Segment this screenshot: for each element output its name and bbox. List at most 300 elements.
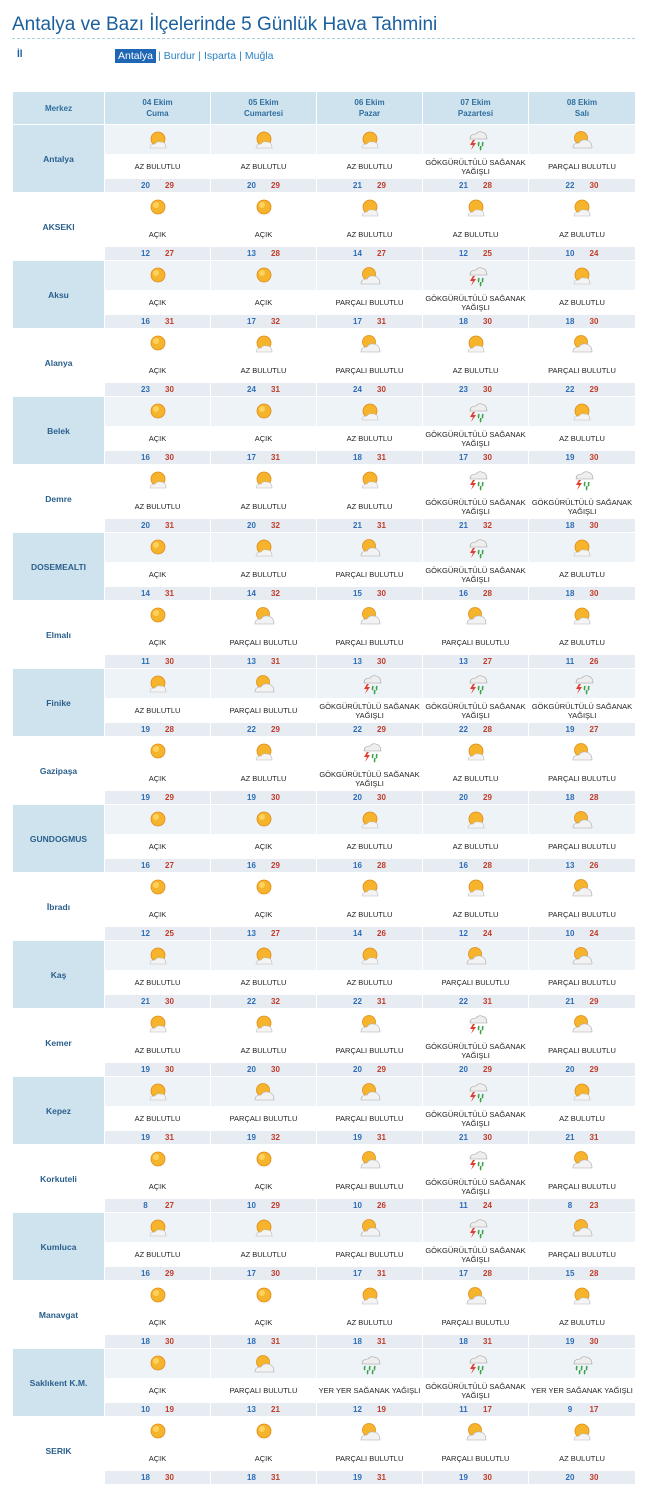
weather-description: AZ BULUTLU [529, 291, 636, 315]
max-temp: 30 [377, 657, 386, 666]
weather-description: AZ BULUTLU [317, 223, 423, 247]
sun-icon [211, 1285, 316, 1307]
min-temp: 18 [247, 1337, 256, 1346]
forecast-row-temps [13, 587, 636, 601]
min-temp: 24 [353, 385, 362, 394]
weather-description: AZ BULUTLU [317, 971, 423, 995]
sun-icon [105, 401, 210, 423]
max-temp: 24 [589, 249, 599, 258]
min-temp: 11 [565, 657, 575, 666]
rain-icon [529, 1353, 635, 1375]
forecast-row-desc [13, 1107, 636, 1131]
max-temp: 31 [377, 453, 386, 462]
forecast-row-desc [13, 223, 636, 247]
temperature-cell [105, 587, 211, 601]
weather-icon-cell [211, 601, 317, 631]
forecast-row-desc [13, 291, 636, 315]
temperature-cell [529, 1335, 636, 1349]
max-temp: 31 [377, 521, 386, 530]
forecast-table [12, 91, 636, 1485]
min-temp: 23 [459, 385, 468, 394]
forecast-row-desc [13, 1379, 636, 1403]
tab-isparta[interactable]: Isparta [204, 50, 237, 62]
weather-icon-cell [317, 873, 423, 903]
weather-icon-cell [317, 125, 423, 155]
min-temp: 18 [565, 793, 575, 802]
temperature-cell [211, 995, 317, 1009]
min-temp: 20 [247, 181, 256, 190]
weather-description: AZ BULUTLU [105, 1039, 211, 1063]
temperature-cell [317, 179, 423, 193]
parcali-bulutlu-icon [529, 741, 635, 763]
temperature-cell [423, 451, 529, 465]
min-temp: 8 [567, 1201, 573, 1210]
weather-description: AZ BULUTLU [211, 563, 317, 587]
city-name: Kemer [13, 1009, 105, 1077]
sun-icon [211, 809, 316, 831]
weather-description: AZ BULUTLU [423, 223, 529, 247]
weather-description: AÇIK [105, 427, 211, 451]
weather-description: PARÇALI BULUTLU [211, 1107, 317, 1131]
max-temp: 30 [589, 453, 599, 462]
max-temp: 31 [165, 1133, 174, 1142]
forecast-row-desc [13, 699, 636, 723]
max-temp: 30 [483, 317, 492, 326]
forecast-row-desc [13, 631, 636, 655]
temperature-cell [529, 383, 636, 397]
weather-icon-cell [529, 737, 636, 767]
temperature-cell [105, 655, 211, 669]
forecast-row-desc [13, 1311, 636, 1335]
max-temp: 29 [483, 793, 492, 802]
weather-description: AZ BULUTLU [317, 155, 423, 179]
az-bulutlu-icon [423, 333, 528, 355]
city-name: İbradı [13, 873, 105, 941]
max-temp: 31 [377, 997, 386, 1006]
weather-description: YER YER SAĞANAK YAĞIŞLI [529, 1379, 636, 1403]
weather-icon-cell [317, 397, 423, 427]
max-temp: 30 [589, 1337, 599, 1346]
weather-icon-cell [211, 1213, 317, 1243]
temperature-cell [105, 247, 211, 261]
temperature-cell [423, 1199, 529, 1213]
weather-icon-cell [211, 941, 317, 971]
forecast-row-temps [13, 1199, 636, 1213]
temperature-cell [211, 655, 317, 669]
min-temp: 10 [565, 929, 575, 938]
max-temp: 27 [165, 249, 174, 258]
weather-description: PARÇALI BULUTLU [211, 631, 317, 655]
day-header [317, 92, 423, 125]
parcali-bulutlu-icon [529, 129, 635, 151]
min-temp: 21 [459, 521, 468, 530]
temperature-cell [317, 1403, 423, 1417]
az-bulutlu-icon [105, 129, 210, 151]
temperature-cell [211, 1335, 317, 1349]
temperature-cell [317, 859, 423, 873]
weather-description: GÖKGÜRÜLTÜLÜ SAĞANAK YAĞIŞLI [423, 1039, 529, 1063]
max-temp: 28 [483, 589, 492, 598]
forecast-row-temps [13, 519, 636, 533]
weather-description: GÖKGÜRÜLTÜLÜ SAĞANAK YAĞIŞLI [423, 495, 529, 519]
city-name: Kumluca [13, 1213, 105, 1281]
weather-description: PARÇALI BULUTLU [529, 971, 636, 995]
min-temp: 22 [353, 725, 362, 734]
temperature-cell [423, 1063, 529, 1077]
sun-icon [105, 537, 210, 559]
max-temp: 30 [165, 1065, 174, 1074]
temperature-cell [423, 247, 529, 261]
min-temp: 19 [141, 1065, 150, 1074]
weather-description: PARÇALI BULUTLU [317, 1175, 423, 1199]
weather-description: PARÇALI BULUTLU [529, 1243, 636, 1267]
min-temp: 20 [353, 793, 362, 802]
weather-icon-cell [211, 1009, 317, 1039]
weather-icon-cell [529, 941, 636, 971]
max-temp: 31 [165, 317, 174, 326]
max-temp: 21 [271, 1405, 280, 1414]
weather-icon-cell [529, 805, 636, 835]
min-temp: 19 [459, 1473, 468, 1482]
city-name: Kepez [13, 1077, 105, 1145]
temperature-cell [529, 247, 636, 261]
tab-antalya[interactable]: Antalya [115, 49, 156, 63]
temperature-cell [529, 1471, 636, 1485]
tab-burdur[interactable]: Burdur [163, 50, 196, 62]
weather-icon-cell [211, 669, 317, 699]
min-temp: 17 [247, 1269, 256, 1278]
forecast-row [13, 533, 636, 563]
min-temp: 17 [247, 317, 256, 326]
az-bulutlu-icon [105, 1217, 210, 1239]
weather-description: AZ BULUTLU [317, 835, 423, 859]
temperature-cell [423, 859, 529, 873]
thunder-rain-icon [423, 129, 528, 151]
max-temp: 29 [271, 861, 280, 870]
weather-icon-cell [317, 1009, 423, 1039]
weather-description: AÇIK [211, 1311, 317, 1335]
max-temp: 26 [589, 657, 599, 666]
min-temp: 23 [141, 385, 150, 394]
max-temp: 32 [271, 997, 280, 1006]
forecast-row-temps [13, 1063, 636, 1077]
weather-description: PARÇALI BULUTLU [529, 1039, 636, 1063]
weather-icon-cell [423, 737, 529, 767]
az-bulutlu-icon [105, 673, 210, 695]
weather-description: AZ BULUTLU [105, 1243, 211, 1267]
az-bulutlu-icon [211, 945, 316, 967]
forecast-row-temps [13, 179, 636, 193]
weather-icon-cell [317, 601, 423, 631]
temperature-cell [423, 723, 529, 737]
max-temp: 24 [589, 929, 599, 938]
temperature-cell [317, 383, 423, 397]
weather-description: AZ BULUTLU [211, 1039, 317, 1063]
weather-description: PARÇALI BULUTLU [317, 563, 423, 587]
weather-description: AÇIK [211, 291, 317, 315]
temperature-cell [317, 791, 423, 805]
max-temp: 28 [589, 793, 599, 802]
min-temp: 22 [459, 997, 468, 1006]
temperature-cell [317, 1131, 423, 1145]
weather-description: AÇIK [105, 835, 211, 859]
sun-icon [105, 1421, 210, 1443]
max-temp: 31 [377, 317, 386, 326]
min-temp: 13 [247, 1405, 256, 1414]
weather-icon-cell [529, 533, 636, 563]
min-temp: 12 [459, 929, 468, 938]
city-name: SERIK [13, 1417, 105, 1485]
max-temp: 30 [165, 453, 174, 462]
weather-description: PARÇALI BULUTLU [317, 291, 423, 315]
weather-description: AÇIK [211, 835, 317, 859]
az-bulutlu-icon [529, 1081, 635, 1103]
min-temp: 14 [353, 929, 362, 938]
temperature-cell [529, 1131, 636, 1145]
min-temp: 19 [565, 725, 575, 734]
thunder-rain-icon [529, 469, 635, 491]
weather-icon-cell [211, 465, 317, 495]
min-temp: 16 [247, 861, 256, 870]
weather-icon-cell [317, 669, 423, 699]
weather-description: AZ BULUTLU [211, 1243, 317, 1267]
min-temp: 21 [565, 1133, 575, 1142]
min-temp: 19 [353, 1133, 362, 1142]
max-temp: 31 [165, 589, 174, 598]
weather-icon-cell [317, 941, 423, 971]
temperature-cell [529, 791, 636, 805]
min-temp: 19 [353, 1473, 362, 1482]
weather-description: PARÇALI BULUTLU [317, 1447, 423, 1471]
city-name: DOSEMEALTI [13, 533, 105, 601]
parcali-bulutlu-icon [423, 1285, 528, 1307]
forecast-row [13, 1145, 636, 1175]
parcali-bulutlu-icon [529, 1149, 635, 1171]
weather-icon-cell [423, 397, 529, 427]
min-temp: 16 [459, 589, 468, 598]
forecast-row-temps [13, 315, 636, 329]
tab-mugla[interactable]: Muğla [244, 50, 274, 62]
max-temp: 23 [589, 1201, 599, 1210]
min-temp: 11 [459, 1201, 468, 1210]
temperature-cell [105, 791, 211, 805]
max-temp: 27 [589, 725, 599, 734]
min-temp: 19 [141, 1133, 150, 1142]
temperature-cell [529, 723, 636, 737]
weather-icon-cell [105, 397, 211, 427]
forecast-row-temps [13, 723, 636, 737]
min-temp: 20 [565, 1473, 575, 1482]
min-temp: 13 [353, 657, 362, 666]
weather-icon-cell [423, 193, 529, 223]
forecast-row [13, 873, 636, 903]
parcali-bulutlu-icon [423, 945, 528, 967]
weather-description: GÖKGÜRÜLTÜLÜ SAĞANAK YAĞIŞLI [423, 1175, 529, 1199]
weather-icon-cell [529, 873, 636, 903]
weather-description: AZ BULUTLU [105, 155, 211, 179]
max-temp: 29 [271, 725, 280, 734]
weather-description: AZ BULUTLU [317, 495, 423, 519]
min-temp: 17 [247, 453, 256, 462]
max-temp: 29 [165, 181, 174, 190]
min-temp: 13 [565, 861, 575, 870]
az-bulutlu-icon [317, 1285, 422, 1307]
weather-icon-cell [211, 873, 317, 903]
weather-icon-cell [529, 669, 636, 699]
weather-description: AZ BULUTLU [423, 767, 529, 791]
temperature-cell [105, 1199, 211, 1213]
az-bulutlu-icon [423, 809, 528, 831]
weather-icon-cell [529, 465, 636, 495]
forecast-row-temps [13, 859, 636, 873]
max-temp: 32 [271, 589, 280, 598]
sun-icon [105, 265, 210, 287]
min-temp: 19 [565, 1337, 575, 1346]
max-temp: 31 [377, 1269, 386, 1278]
temperature-cell [211, 1267, 317, 1281]
forecast-row-desc [13, 835, 636, 859]
max-temp: 31 [589, 1133, 599, 1142]
max-temp: 28 [483, 181, 492, 190]
day-date: 05 Ekim [248, 98, 279, 107]
weather-icon-cell [105, 1009, 211, 1039]
min-temp: 8 [143, 1201, 148, 1210]
temperature-cell [211, 451, 317, 465]
temperature-cell [423, 587, 529, 601]
weather-icon-cell [529, 1009, 636, 1039]
az-bulutlu-icon [105, 469, 210, 491]
max-temp: 30 [165, 657, 174, 666]
max-temp: 24 [483, 929, 492, 938]
city-name: Saklıkent K.M. [13, 1349, 105, 1417]
forecast-row-temps [13, 451, 636, 465]
day-header [211, 92, 317, 125]
tab-separator: | [198, 50, 202, 62]
max-temp: 19 [377, 1405, 386, 1414]
parcali-bulutlu-icon [317, 265, 422, 287]
min-temp: 14 [247, 589, 256, 598]
max-temp: 29 [589, 997, 599, 1006]
max-temp: 32 [483, 521, 492, 530]
weather-description: AÇIK [105, 1379, 211, 1403]
weather-icon-cell [211, 805, 317, 835]
forecast-row [13, 669, 636, 699]
day-date: 04 Ekim [142, 98, 173, 107]
merkez-header: Merkez [13, 92, 105, 125]
min-temp: 16 [141, 453, 150, 462]
az-bulutlu-icon [529, 537, 635, 559]
sun-icon [211, 265, 316, 287]
weather-description: GÖKGÜRÜLTÜLÜ SAĞANAK YAĞIŞLI [317, 767, 423, 791]
az-bulutlu-icon [423, 197, 528, 219]
min-temp: 16 [353, 861, 362, 870]
sun-icon [211, 1421, 316, 1443]
forecast-row [13, 1077, 636, 1107]
temperature-cell [529, 859, 636, 873]
weather-description: PARÇALI BULUTLU [529, 1175, 636, 1199]
sun-icon [211, 401, 316, 423]
sun-icon [211, 197, 316, 219]
weather-description: PARÇALI BULUTLU [211, 1379, 317, 1403]
temperature-cell [211, 247, 317, 261]
max-temp: 32 [271, 317, 280, 326]
weather-icon-cell [317, 1281, 423, 1311]
forecast-row [13, 1009, 636, 1039]
parcali-bulutlu-icon [317, 1149, 422, 1171]
weather-icon-cell [211, 261, 317, 291]
min-temp: 19 [247, 1133, 256, 1142]
parcali-bulutlu-icon [317, 1217, 422, 1239]
min-temp: 18 [565, 521, 575, 530]
temperature-cell [105, 1131, 211, 1145]
temperature-cell [105, 179, 211, 193]
forecast-row-desc [13, 495, 636, 519]
weather-icon-cell [529, 1145, 636, 1175]
weather-icon-cell [105, 533, 211, 563]
temperature-cell [529, 1199, 636, 1213]
temperature-cell [317, 247, 423, 261]
weather-description: AÇIK [211, 223, 317, 247]
min-temp: 20 [141, 181, 150, 190]
sun-icon [105, 1285, 210, 1307]
weather-icon-cell [105, 601, 211, 631]
max-temp: 25 [483, 249, 492, 258]
az-bulutlu-icon [423, 877, 528, 899]
temperature-cell [317, 1471, 423, 1485]
weather-description: AÇIK [105, 1447, 211, 1471]
day-date: 08 Ekim [566, 98, 598, 107]
temperature-cell [423, 519, 529, 533]
weather-icon-cell [529, 1077, 636, 1107]
temperature-cell [529, 655, 636, 669]
city-name: Antalya [13, 125, 105, 193]
city-name: Gazipaşa [13, 737, 105, 805]
weather-description: GÖKGÜRÜLTÜLÜ SAĞANAK YAĞIŞLI [423, 155, 529, 179]
weather-description: PARÇALI BULUTLU [423, 631, 529, 655]
max-temp: 30 [483, 453, 492, 462]
az-bulutlu-icon [529, 1285, 635, 1307]
forecast-row-temps [13, 995, 636, 1009]
min-temp: 20 [247, 1065, 256, 1074]
weather-icon-cell [317, 329, 423, 359]
temperature-cell [529, 179, 636, 193]
weather-icon-cell [317, 1077, 423, 1107]
temperature-cell [317, 1267, 423, 1281]
temperature-cell [211, 1471, 317, 1485]
forecast-row-desc [13, 155, 636, 179]
temperature-cell [105, 1063, 211, 1077]
sun-icon [105, 605, 210, 627]
temperature-cell [317, 1063, 423, 1077]
min-temp: 18 [141, 1337, 150, 1346]
max-temp: 30 [589, 521, 599, 530]
max-temp: 29 [165, 1269, 174, 1278]
weather-icon-cell [529, 601, 636, 631]
min-temp: 13 [247, 249, 256, 258]
weather-icon-cell [423, 1009, 529, 1039]
max-temp: 31 [165, 521, 174, 530]
thunder-rain-icon [423, 1149, 528, 1171]
weather-description: AZ BULUTLU [529, 631, 636, 655]
max-temp: 30 [165, 1337, 174, 1346]
max-temp: 27 [165, 861, 174, 870]
temperature-cell [211, 1199, 317, 1213]
thunder-rain-icon [423, 1217, 528, 1239]
weather-icon-cell [211, 125, 317, 155]
weather-description: AZ BULUTLU [211, 359, 317, 383]
weather-icon-cell [423, 125, 529, 155]
temperature-cell [423, 791, 529, 805]
